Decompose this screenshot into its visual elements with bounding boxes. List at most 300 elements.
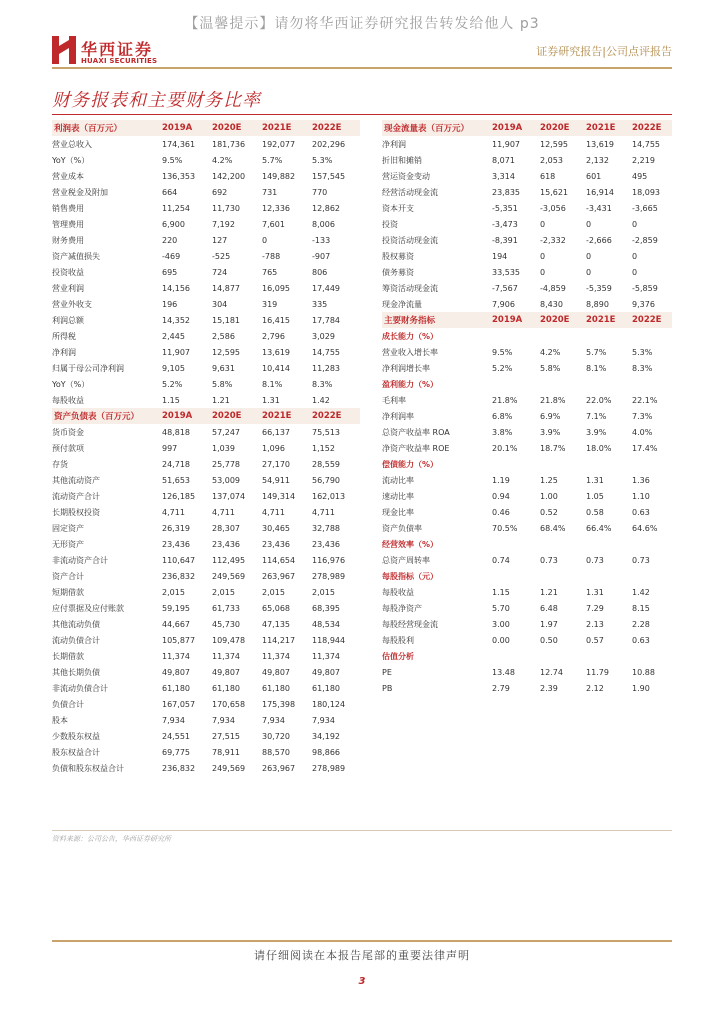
row-value: 5.3% [312, 155, 333, 165]
row-label: 管理费用 [52, 219, 84, 229]
row-label: 净利润 [52, 347, 76, 357]
table-row [52, 456, 360, 472]
row-value: 263,967 [262, 571, 296, 581]
row-label: 归属于母公司净利润 [52, 363, 124, 373]
table-row [382, 472, 672, 488]
row-value: 47,135 [262, 619, 290, 629]
row-value: 13.48 [492, 667, 515, 677]
row-label: 资产合计 [52, 571, 84, 581]
table-row [382, 408, 672, 424]
row-value: 17,784 [312, 315, 340, 325]
row-value: 11,730 [212, 203, 240, 213]
table-row [52, 264, 360, 280]
row-value: 1,152 [312, 443, 335, 453]
row-value: 110,647 [162, 555, 196, 565]
row-value: 263,967 [262, 763, 296, 773]
empty-cell [586, 376, 632, 392]
row-value: 8,071 [492, 155, 515, 165]
row-value: 2,015 [162, 587, 185, 597]
row-value: 9.5% [162, 155, 183, 165]
row-value: 5.70 [492, 603, 510, 613]
table-row [52, 728, 360, 744]
row-value: 7,934 [162, 715, 185, 725]
table-row [382, 200, 672, 216]
indicator-group-title: 经营效率（%） [382, 539, 439, 549]
row-value: 7,192 [212, 219, 235, 229]
row-label: 营业外收支 [52, 299, 92, 309]
source-divider [52, 830, 672, 831]
row-value: -3,056 [540, 203, 566, 213]
empty-cell [632, 328, 672, 344]
row-label: 负债和股东权益合计 [52, 763, 124, 773]
row-value: 2,796 [262, 331, 285, 341]
row-value: 137,074 [212, 491, 246, 501]
row-value: 664 [162, 187, 178, 197]
table-row [382, 280, 672, 296]
row-value: 0.46 [492, 507, 510, 517]
table-section-title: 现金流量表（百万元） [382, 120, 492, 136]
row-label: 每股净资产 [382, 603, 422, 613]
row-label: 预付款项 [52, 443, 84, 453]
row-value: 114,217 [262, 635, 296, 645]
row-value: 5.2% [492, 363, 513, 373]
indicator-group-title: 盈利能力（%） [382, 379, 439, 389]
row-value: 236,832 [162, 571, 196, 581]
row-value: 6.8% [492, 411, 513, 421]
row-value: 11,374 [212, 651, 240, 661]
table-row [382, 344, 672, 360]
row-value: 806 [312, 267, 328, 277]
row-value: 3,314 [492, 171, 515, 181]
row-label: 折旧和摊销 [382, 155, 422, 165]
watermark-text: 【温馨提示】请勿将华西证券研究报告转发给他人 p3 [184, 16, 540, 32]
row-value: 1.00 [540, 491, 558, 501]
row-value: 1.21 [212, 395, 230, 405]
row-label: YoY（%） [52, 379, 90, 389]
empty-cell [540, 456, 586, 472]
row-value: 66.4% [586, 523, 612, 533]
table-row [382, 504, 672, 520]
row-value: 61,180 [212, 683, 240, 693]
footer-divider [52, 940, 672, 942]
row-value: 695 [162, 267, 178, 277]
row-value: 8,430 [540, 299, 563, 309]
row-value: 54,911 [262, 475, 290, 485]
row-value: 0.52 [540, 507, 558, 517]
row-value: 11.79 [586, 667, 609, 677]
table-row [382, 424, 672, 440]
row-value: 2,015 [262, 587, 285, 597]
table-row [52, 504, 360, 520]
indicator-group-title: 估值分析 [382, 651, 414, 661]
empty-cell [632, 376, 672, 392]
row-value: 194 [492, 251, 508, 261]
row-value: 12,595 [212, 347, 240, 357]
row-value: 17.4% [632, 443, 658, 453]
empty-cell [632, 568, 672, 584]
table-row [52, 488, 360, 504]
row-value: 70.5% [492, 523, 518, 533]
table-row [52, 344, 360, 360]
row-value: -525 [212, 251, 231, 261]
table-row [52, 136, 360, 152]
table-row [52, 440, 360, 456]
row-value: 7.1% [586, 411, 607, 421]
empty-cell [632, 536, 672, 552]
row-value: 12,862 [312, 203, 340, 213]
row-value: 770 [312, 187, 328, 197]
row-value: 61,180 [162, 683, 190, 693]
row-value: 65,068 [262, 603, 290, 613]
row-label: 毛利率 [382, 395, 406, 405]
empty-cell [492, 328, 540, 344]
row-value: 618 [540, 171, 556, 181]
row-value: 59,195 [162, 603, 190, 613]
table-row [52, 232, 360, 248]
row-value: 8.3% [632, 363, 653, 373]
row-value: 61,180 [312, 683, 340, 693]
table-row [52, 184, 360, 200]
row-value: 319 [262, 299, 278, 309]
indicator-group-title: 每股指标（元） [382, 571, 438, 581]
row-value: 9,105 [162, 363, 185, 373]
row-value: 22.1% [632, 395, 658, 405]
empty-cell [540, 328, 586, 344]
row-value: 495 [632, 171, 648, 181]
row-value: 53,009 [212, 475, 240, 485]
row-value: 0 [586, 219, 592, 229]
row-value: 2,132 [586, 155, 609, 165]
table-row [52, 376, 360, 392]
row-label: 每股股利 [382, 635, 414, 645]
year-header: 2020E [212, 408, 262, 424]
row-value: 26,319 [162, 523, 190, 533]
row-value: 12,336 [262, 203, 290, 213]
row-value: 34,192 [312, 731, 340, 741]
row-label: 营业收入增长率 [382, 347, 438, 357]
row-label: 总资产收益率 ROA [382, 427, 450, 437]
row-value: 1.36 [632, 475, 650, 485]
table-row [382, 184, 672, 200]
table-row [382, 600, 672, 616]
table-row [52, 392, 360, 408]
row-value: 68,395 [312, 603, 340, 613]
row-value: 175,398 [262, 699, 296, 709]
section-title: 财务报表和主要财务比率 [52, 90, 261, 111]
row-value: 2,219 [632, 155, 655, 165]
brand-logo [52, 36, 202, 66]
row-value: 2.79 [492, 683, 510, 693]
row-label: 固定资产 [52, 523, 84, 533]
row-label: 营业利润 [52, 283, 84, 293]
table-row [382, 392, 672, 408]
row-value: 7,934 [212, 715, 235, 725]
row-value: -8,391 [492, 235, 518, 245]
row-value: 731 [262, 187, 278, 197]
row-value: 8,006 [312, 219, 335, 229]
table-row [52, 744, 360, 760]
row-value: 601 [586, 171, 602, 181]
row-value: 56,790 [312, 475, 340, 485]
empty-cell [586, 536, 632, 552]
row-value: 142,200 [212, 171, 246, 181]
row-label: 销售费用 [52, 203, 84, 213]
row-value: 180,124 [312, 699, 346, 709]
row-value: 0.73 [586, 555, 604, 565]
row-label: 货币资金 [52, 427, 84, 437]
row-value: 7.3% [632, 411, 653, 421]
brand-name-cn: 华西证券 [81, 40, 154, 59]
row-value: 9.5% [492, 347, 513, 357]
table-row [382, 584, 672, 600]
row-value: -3,665 [632, 203, 658, 213]
row-value: 0 [632, 267, 638, 277]
row-value: 149,314 [262, 491, 296, 501]
indicator-group-row [382, 648, 672, 664]
table-row [382, 360, 672, 376]
row-value: 14,352 [162, 315, 190, 325]
table-row [52, 600, 360, 616]
table-row [52, 200, 360, 216]
row-value: 114,654 [262, 555, 296, 565]
table-row [52, 632, 360, 648]
table-row [382, 136, 672, 152]
table-row [382, 488, 672, 504]
row-value: 0.58 [586, 507, 604, 517]
row-label: 股权募资 [382, 251, 414, 261]
row-value: 249,569 [212, 763, 246, 773]
row-value: 6.48 [540, 603, 558, 613]
year-header: 2022E [312, 120, 360, 136]
table-row [52, 680, 360, 696]
row-value: -469 [162, 251, 181, 261]
row-value: 20.1% [492, 443, 518, 453]
row-value: -3,473 [492, 219, 518, 229]
row-value: 0.57 [586, 635, 604, 645]
row-value: 17,449 [312, 283, 340, 293]
row-value: 25,778 [212, 459, 240, 469]
row-value: 149,882 [262, 171, 296, 181]
indicator-group-row [382, 536, 672, 552]
row-value: 13,619 [262, 347, 290, 357]
row-label: 每股收益 [382, 587, 414, 597]
empty-cell [540, 536, 586, 552]
table-row [52, 248, 360, 264]
row-value: 5.7% [586, 347, 607, 357]
row-value: 3,029 [312, 331, 335, 341]
table-row [52, 536, 360, 552]
row-value: 22.0% [586, 395, 612, 405]
table-row [52, 616, 360, 632]
table-row [52, 360, 360, 376]
row-value: -2,666 [586, 235, 612, 245]
empty-cell [540, 568, 586, 584]
year-header: 2021E [586, 120, 632, 136]
row-label: 长期股权投资 [52, 507, 100, 517]
row-value: 49,807 [262, 667, 290, 677]
year-header: 2020E [540, 120, 586, 136]
row-value: -133 [312, 235, 331, 245]
year-header: 2019A [162, 120, 212, 136]
row-value: 0.74 [492, 555, 510, 565]
year-header: 2019A [492, 312, 540, 328]
empty-cell [586, 456, 632, 472]
row-value: 49,807 [212, 667, 240, 677]
empty-cell [632, 456, 672, 472]
table-row [382, 616, 672, 632]
row-value: 1.21 [540, 587, 558, 597]
row-value: 23,835 [492, 187, 520, 197]
row-value: 28,307 [212, 523, 240, 533]
row-value: 14,755 [312, 347, 340, 357]
row-label: 营业税金及附加 [52, 187, 108, 197]
row-value: 136,353 [162, 171, 196, 181]
table-row [382, 664, 672, 680]
row-label: 营业总收入 [52, 139, 92, 149]
row-value: 11,374 [262, 651, 290, 661]
row-value: 5.3% [632, 347, 653, 357]
row-value: 181,736 [212, 139, 246, 149]
row-label: 速动比率 [382, 491, 414, 501]
page-number: 3 [358, 976, 366, 987]
row-label: 营运资金变动 [382, 171, 430, 181]
row-value: 88,570 [262, 747, 290, 757]
row-value: 10.88 [632, 667, 655, 677]
row-value: 4,711 [212, 507, 235, 517]
row-value: 249,569 [212, 571, 246, 581]
row-value: 2.39 [540, 683, 558, 693]
row-value: -3,431 [586, 203, 612, 213]
table-row [382, 168, 672, 184]
row-value: 78,911 [212, 747, 240, 757]
row-value: 278,989 [312, 571, 346, 581]
row-value: 170,658 [212, 699, 246, 709]
row-label: YoY（%） [52, 155, 90, 165]
row-value: 0 [262, 235, 268, 245]
row-value: 192,077 [262, 139, 296, 149]
row-label: 少数股东权益 [52, 731, 100, 741]
row-value: 1.15 [492, 587, 510, 597]
row-value: 112,495 [212, 555, 246, 565]
empty-cell [492, 568, 540, 584]
row-value: 32,788 [312, 523, 340, 533]
row-label: 其他流动负债 [52, 619, 100, 629]
table-row [52, 520, 360, 536]
row-value: 0 [540, 219, 546, 229]
row-value: 1.25 [540, 475, 558, 485]
row-value: -5,859 [632, 283, 658, 293]
row-value: 118,944 [312, 635, 346, 645]
row-label: 净利润 [382, 139, 406, 149]
row-value: 23,436 [262, 539, 290, 549]
row-label: 经营活动现金流 [382, 187, 438, 197]
row-value: 0.73 [540, 555, 558, 565]
row-value: 196 [162, 299, 178, 309]
row-label: 净利润增长率 [382, 363, 430, 373]
row-label: 短期借款 [52, 587, 84, 597]
row-label: PE [382, 667, 392, 677]
row-label: 总资产周转率 [382, 555, 430, 565]
row-value: 4.2% [212, 155, 233, 165]
table-row [52, 664, 360, 680]
row-value: 48,818 [162, 427, 190, 437]
row-value: 64.6% [632, 523, 658, 533]
row-label: 流动比率 [382, 475, 414, 485]
row-value: 23,436 [162, 539, 190, 549]
row-value: 23,436 [212, 539, 240, 549]
row-value: 13,619 [586, 139, 614, 149]
row-value: 126,185 [162, 491, 196, 501]
row-value: 127 [212, 235, 228, 245]
row-value: 14,755 [632, 139, 660, 149]
table-row [52, 312, 360, 328]
row-value: 15,181 [212, 315, 240, 325]
brand-name-en: HUAXI SECURITIES [81, 57, 158, 65]
report-category: 证券研究报告|公司点评报告 [536, 45, 672, 58]
row-value: 1.31 [586, 587, 604, 597]
table-row [52, 552, 360, 568]
row-label: 流动负债合计 [52, 635, 100, 645]
row-value: 7,934 [312, 715, 335, 725]
table-row [52, 424, 360, 440]
indicator-group-row [382, 328, 672, 344]
row-value: 0 [586, 267, 592, 277]
header-divider [52, 67, 672, 69]
row-label: 其他长期负债 [52, 667, 100, 677]
table-row [382, 632, 672, 648]
table-section-title: 主要财务指标 [382, 312, 492, 328]
table-row [382, 248, 672, 264]
row-value: 18.0% [586, 443, 612, 453]
row-value: 11,283 [312, 363, 340, 373]
row-value: 1,096 [262, 443, 285, 453]
row-value: 4,711 [162, 507, 185, 517]
row-value: 2,586 [212, 331, 235, 341]
row-value: 1.05 [586, 491, 604, 501]
row-value: 61,733 [212, 603, 240, 613]
row-label: 营业成本 [52, 171, 84, 181]
year-header: 2022E [632, 312, 672, 328]
row-value: 304 [212, 299, 228, 309]
row-value: 0.94 [492, 491, 510, 501]
row-value: 4.2% [540, 347, 561, 357]
row-value: 14,877 [212, 283, 240, 293]
row-value: 162,013 [312, 491, 346, 501]
year-header: 2021E [262, 408, 312, 424]
table-row [52, 584, 360, 600]
row-value: 33,535 [492, 267, 520, 277]
row-value: 9,631 [212, 363, 235, 373]
row-value: 2,445 [162, 331, 185, 341]
row-value: 49,807 [162, 667, 190, 677]
row-value: 21.8% [540, 395, 566, 405]
empty-cell [492, 536, 540, 552]
row-value: 98,866 [312, 747, 340, 757]
row-value: -788 [262, 251, 281, 261]
row-value: -907 [312, 251, 331, 261]
row-value: 7,906 [492, 299, 515, 309]
row-value: 14,156 [162, 283, 190, 293]
table-row [52, 280, 360, 296]
table-row [382, 440, 672, 456]
row-value: -5,351 [492, 203, 518, 213]
row-value: 9,376 [632, 299, 655, 309]
row-value: 202,296 [312, 139, 346, 149]
empty-cell [586, 328, 632, 344]
row-value: 3.8% [492, 427, 513, 437]
row-label: 非流动负债合计 [52, 683, 108, 693]
table-row [382, 296, 672, 312]
